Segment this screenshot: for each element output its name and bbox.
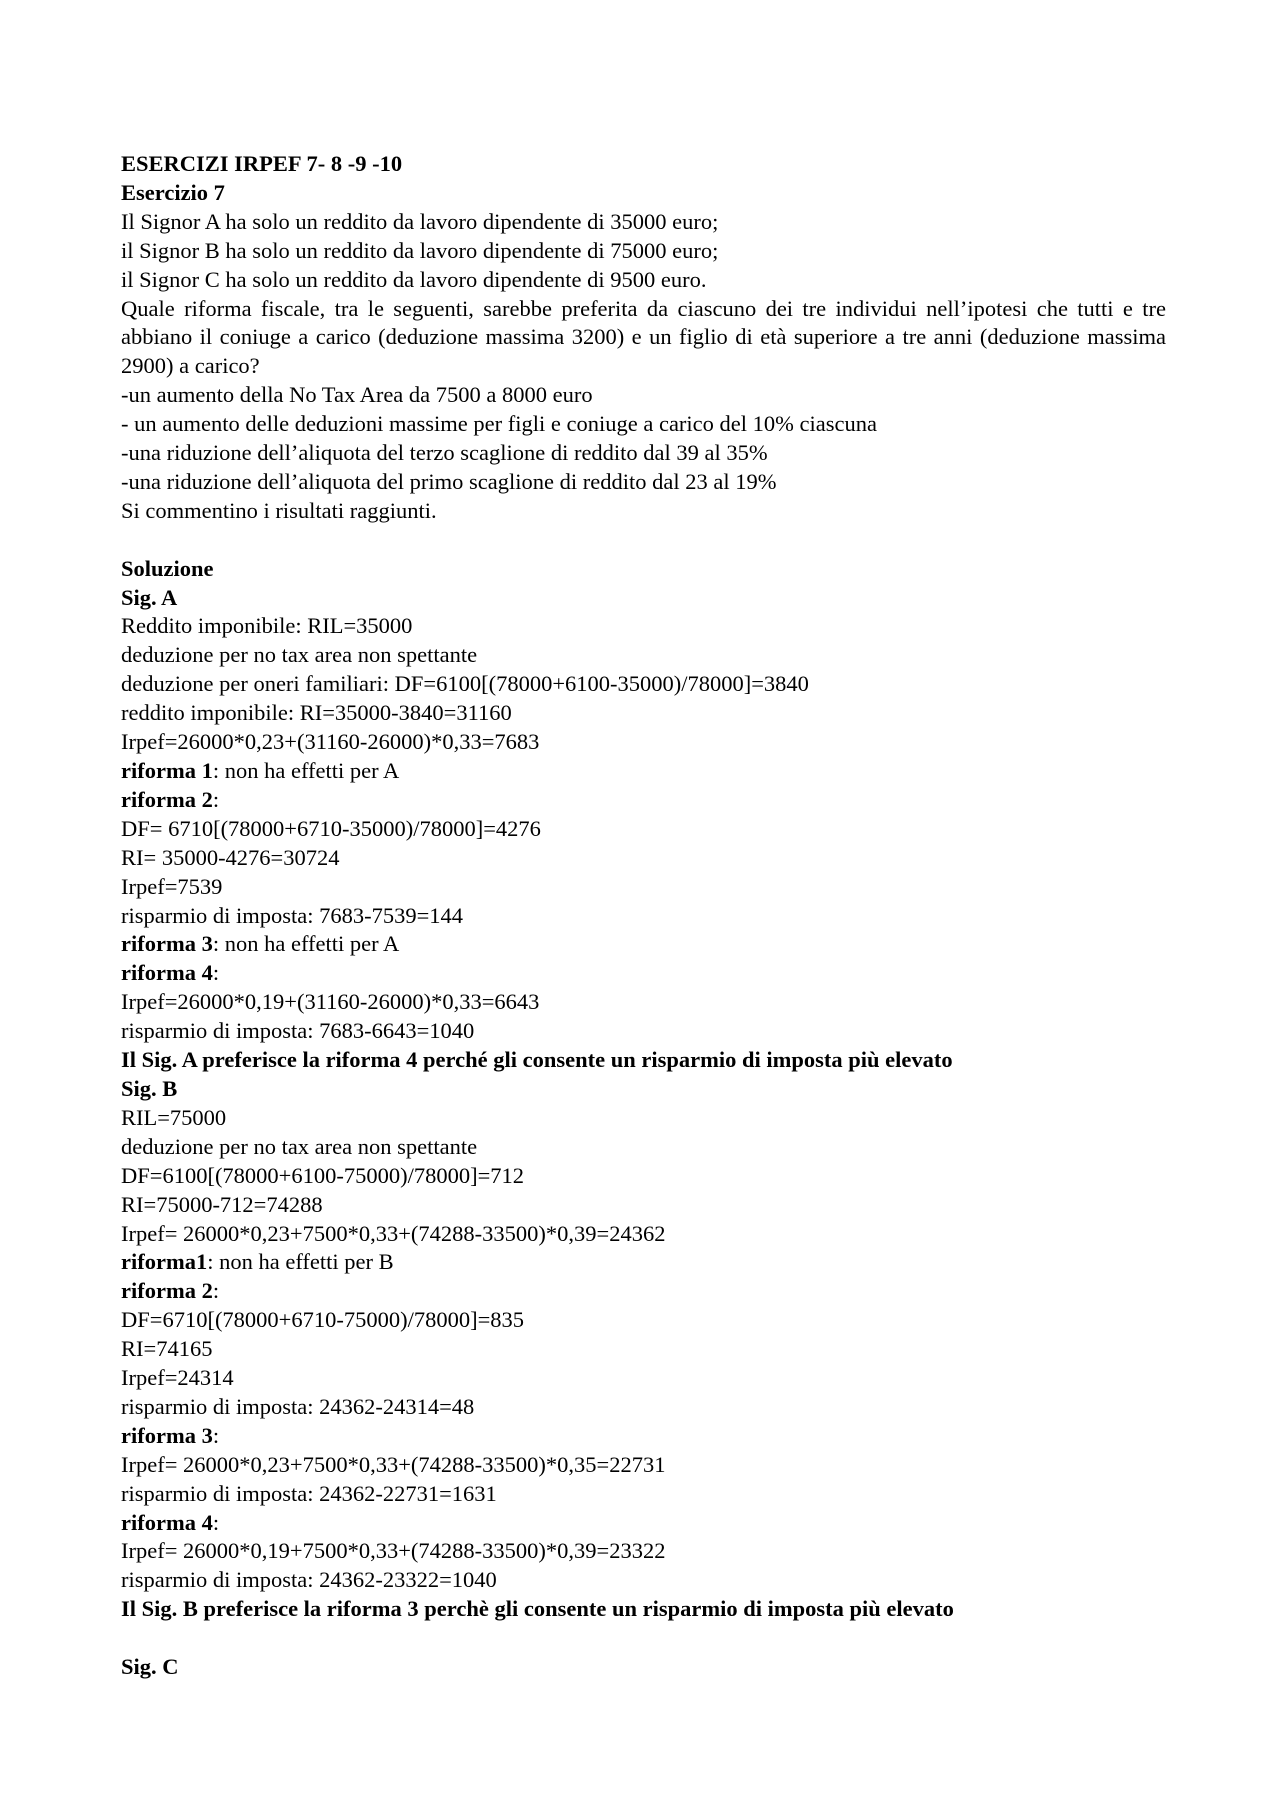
reform-label: riforma 2 — [121, 1278, 213, 1304]
reform-text: : non ha effetti per A — [212, 758, 400, 784]
reform-option: -un aumento della No Tax Area da 7500 a 8000 euro — [121, 382, 593, 408]
calc-line: RI= 35000-4276=30724 — [121, 844, 340, 870]
sig-a-section — [121, 584, 1166, 1075]
reform-1-result — [121, 757, 1166, 786]
problem-question: Quale riforma fiscale, tra le seguenti, sarebbe preferita da ciascuno dei tre individui nell’ipotesi che tutti e tre abbiano il coniuge a carico (deduzione massima 3200) e un figlio di età superiore a tre anni (deduzione massima 2900) a carico? — [121, 295, 1166, 379]
sig-a-conclusion: Il Sig. A preferisce la riforma 4 perché gli consente un risparmio di imposta più elevato — [121, 1047, 953, 1073]
calc-line: risparmio di imposta: 24362-23322=1040 — [121, 1567, 497, 1593]
reform-4-result — [121, 959, 1166, 988]
problem-closing: Si commentino i risultati raggiunti. — [121, 497, 437, 523]
reform-text: : non ha effetti per A — [212, 931, 400, 957]
calc-line: Irpef=7539 — [121, 873, 223, 899]
calc-line: risparmio di imposta: 24362-24314=48 — [121, 1393, 475, 1419]
reform-option: -una riduzione dell’aliquota del terzo scaglione di reddito dal 39 al 35% — [121, 440, 768, 466]
calc-line: Irpef= 26000*0,23+7500*0,33+(74288-33500)*0,39=24362 — [121, 1220, 666, 1246]
calc-line: DF= 6710[(78000+6710-35000)/78000]=4276 — [121, 815, 541, 841]
calc-line: risparmio di imposta: 24362-22731=1631 — [121, 1480, 497, 1506]
sig-b-conclusion: Il Sig. B preferisce la riforma 3 perchè gli consente un risparmio di imposta più elevato — [121, 1596, 954, 1622]
calc-line: Irpef= 26000*0,23+7500*0,33+(74288-33500)*0,35=22731 — [121, 1451, 666, 1477]
reform-label: riforma 2 — [121, 786, 213, 812]
calc-line: risparmio di imposta: 7683-6643=1040 — [121, 1018, 475, 1044]
reform-2-result — [121, 786, 1166, 815]
sig-c-heading: Sig. C — [121, 1654, 179, 1680]
exercise-heading: Esercizio 7 — [121, 179, 225, 205]
calc-line: deduzione per no tax area non spettante — [121, 1133, 478, 1159]
reform-2-result — [121, 1277, 1166, 1306]
reform-label: riforma 4 — [121, 1509, 213, 1535]
sig-c-section — [121, 1653, 1166, 1682]
calc-line: risparmio di imposta: 7683-7539=144 — [121, 902, 464, 928]
calc-line: RI=75000-712=74288 — [121, 1191, 323, 1217]
problem-line: Il Signor A ha solo un reddito da lavoro dipendente di 35000 euro; — [121, 208, 719, 234]
spacer — [121, 526, 1166, 555]
calc-line: deduzione per oneri familiari: DF=6100[(78000+6100-35000)/78000]=3840 — [121, 671, 809, 697]
reform-option: - un aumento delle deduzioni massime per figli e coniuge a carico del 10% ciascuna — [121, 411, 877, 437]
calc-line: deduzione per no tax area non spettante — [121, 642, 478, 668]
reform-text: : — [212, 1422, 220, 1448]
reform-label: riforma 3 — [121, 931, 213, 957]
calc-line: DF=6710[(78000+6710-75000)/78000]=835 — [121, 1307, 525, 1333]
reform-4-result — [121, 1509, 1166, 1538]
calc-line: Irpef=24314 — [121, 1365, 234, 1391]
reform-text: : — [212, 786, 220, 812]
reform-3-result — [121, 930, 1166, 959]
calc-line: reddito imponibile: RI=35000-3840=31160 — [121, 700, 512, 726]
problem-line: il Signor C ha solo un reddito da lavoro dipendente di 9500 euro. — [121, 266, 707, 292]
reform-text: : — [212, 960, 220, 986]
reform-text: : — [212, 1509, 220, 1535]
reform-option: -una riduzione dell’aliquota del primo scaglione di reddito dal 23 al 19% — [121, 468, 777, 494]
reform-label: riforma 3 — [121, 1422, 213, 1448]
reform-label: riforma 1 — [121, 758, 213, 784]
calc-line: RIL=75000 — [121, 1104, 227, 1130]
calc-line: Irpef=26000*0,19+(31160-26000)*0,33=6643 — [121, 989, 540, 1015]
calc-line: Irpef= 26000*0,19+7500*0,33+(74288-33500)*0,39=23322 — [121, 1538, 666, 1564]
document-page — [121, 150, 1166, 1682]
calc-line: RI=74165 — [121, 1336, 213, 1362]
calc-line: Reddito imponibile: RIL=35000 — [121, 613, 413, 639]
calc-line: DF=6100[(78000+6100-75000)/78000]=712 — [121, 1162, 525, 1188]
reform-label: riforma1 — [121, 1249, 208, 1275]
solution-heading: Soluzione — [121, 555, 214, 581]
reform-text: : — [212, 1278, 220, 1304]
spacer — [121, 1624, 1166, 1653]
reform-3-result — [121, 1422, 1166, 1451]
reform-label: riforma 4 — [121, 960, 213, 986]
calc-line: Irpef=26000*0,23+(31160-26000)*0,33=7683 — [121, 729, 540, 755]
sig-b-section — [121, 1075, 1166, 1624]
sig-b-heading: Sig. B — [121, 1075, 178, 1101]
sig-a-heading: Sig. A — [121, 584, 178, 610]
reform-text: : non ha effetti per B — [207, 1249, 394, 1275]
reform-1-result — [121, 1248, 1166, 1277]
document-title: ESERCIZI IRPEF 7- 8 -9 -10 — [121, 151, 403, 176]
problem-line: il Signor B ha solo un reddito da lavoro dipendente di 75000 euro; — [121, 237, 719, 263]
